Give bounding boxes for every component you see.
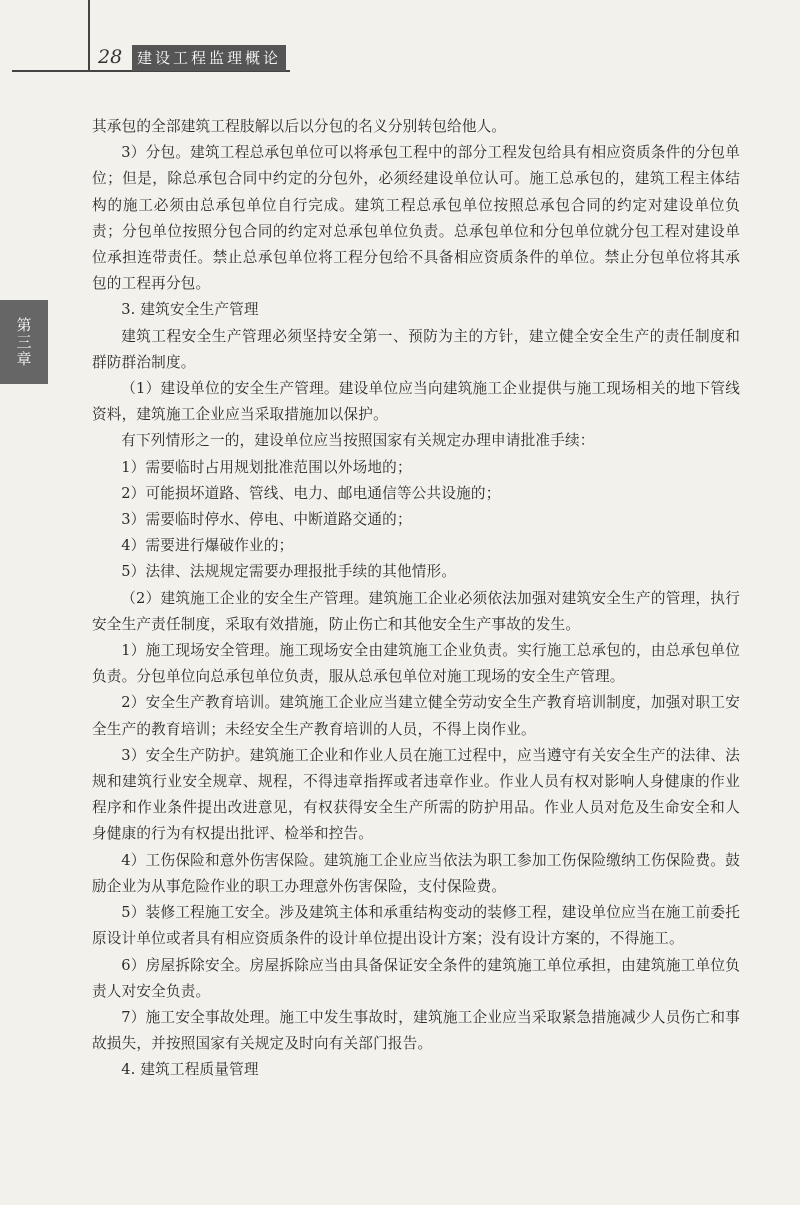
paragraph: 5）装修工程施工安全。涉及建筑主体和承重结构变动的装修工程，建设单位应当在施工前委托原设计单位或者具有相应资质条件的设计单位提出设计方案；没有设计方案的，不得施工。	[92, 904, 740, 948]
paragraph: 其承包的全部建筑工程肢解以后以分包的名义分别转包给他人。	[92, 118, 507, 135]
list-item: 5）法律、法规规定需要办理报批手续的其他情形。	[121, 563, 457, 581]
paragraph: 3）分包。建筑工程总承包单位可以将承包工程中的部分工程发包给具有相应资质条件的分包单位；但是，除总承包合同中约定的分包外，必须经建设单位认可。施工总承包的，建筑工程主体结构的施工必须由总承包单位自行完成。建筑工程总承包单位按照总承包合同的约定对建设单位负责；分包单位按照分包合同的约定对总承包单位负责。总承包单位和分包单位就分包工程对建设单位承担连带责任。禁止总承包单位将工程分包给不具备相应资质条件的单位。禁止分包单位将其承包的工程再分包。	[92, 144, 740, 293]
body-text	[92, 114, 740, 1084]
chapter-tab	[0, 300, 48, 384]
page-number: 28	[98, 46, 123, 68]
list-item: 2）可能损坏道路、管线、电力、邮电通信等公共设施的；	[121, 484, 501, 502]
list-item: 3）需要临时停水、停电、中断道路交通的；	[121, 511, 412, 529]
paragraph: 3）安全生产防护。建筑施工企业和作业人员在施工过程中，应当遵守有关安全生产的法律、法规和建筑行业安全规章、规程，不得违章指挥或者违章作业。作业人员有权对影响人身健康的作业程序和作业条件提出改进意见，有权获得安全生产所需的防护用品。作业人员对危及生命安全和人身健康的行为有权提出批评、检举和控告。	[92, 746, 740, 843]
paragraph: 1）施工现场安全管理。施工现场安全由建筑施工企业负责。实行施工总承包的，由总承包单位负责。分包单位向总承包单位负责，服从总承包单位对施工现场的安全生产管理。	[92, 642, 740, 686]
chapter-tab-label: 第三章	[14, 316, 33, 368]
header-vertical-rule	[88, 0, 90, 72]
book-title: 建设工程监理概论	[132, 45, 286, 71]
paragraph: 有下列情形之一的，建设单位应当按照国家有关规定办理申请批准手续：	[121, 432, 595, 450]
section-heading: 3. 建筑安全生产管理	[121, 301, 259, 319]
paragraph: 7）施工安全事故处理。施工中发生事故时，建筑施工企业应当采取紧急措施减少人员伤亡和事故损失，并按照国家有关规定及时向有关部门报告。	[92, 1008, 740, 1053]
section-heading: 4. 建筑工程质量管理	[121, 1061, 259, 1079]
paragraph: 6）房屋拆除安全。房屋拆除应当由具备保证安全条件的建筑施工单位承担，由建筑施工单位负责人对安全负责。	[92, 956, 740, 1000]
paragraph: （2）建筑施工企业的安全生产管理。建筑施工企业必须依法加强对建筑安全生产的管理，执行安全生产责任制度，采取有效措施，防止伤亡和其他安全生产事故的发生。	[92, 589, 740, 633]
paragraph: 建筑工程安全生产管理必须坚持安全第一、预防为主的方针，建立健全安全生产的责任制度和群防群治制度。	[92, 327, 740, 371]
paragraph: （1）建设单位的安全生产管理。建设单位应当向建筑施工企业提供与施工现场相关的地下管线资料，建筑施工企业应当采取措施加以保护。	[92, 380, 740, 424]
paragraph: 2）安全生产教育培训。建筑施工企业应当建立健全劳动安全生产教育培训制度，加强对职工安全生产的教育培训；未经安全生产教育培训的人员，不得上岗作业。	[92, 694, 740, 738]
list-item: 1）需要临时占用规划批准范围以外场地的；	[121, 458, 412, 476]
paragraph: 4）工伤保险和意外伤害保险。建筑施工企业应当依法为职工参加工伤保险缴纳工伤保险费。鼓励企业为从事危险作业的职工办理意外伤害保险，支付保险费。	[92, 851, 740, 895]
list-item: 4）需要进行爆破作业的；	[121, 537, 294, 555]
